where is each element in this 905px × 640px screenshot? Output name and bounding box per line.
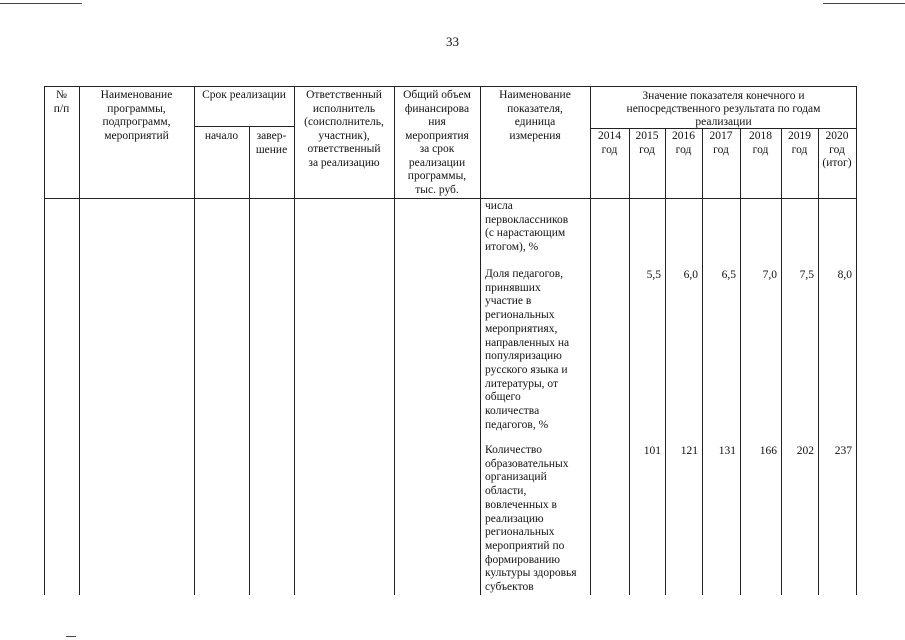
header-responsible: Ответственный исполнитель (соисполнитель, участник), ответственный за реализацию — [304, 89, 384, 169]
header-values: Значение показателя конечного и непосредственного результата по годам реализации — [626, 90, 821, 128]
header-year-2016: 2016 год — [672, 130, 695, 156]
header-period-end: завер- шение — [255, 130, 288, 156]
header-funding: Общий объем финансирова ния мероприятия за срок реализации программы, тыс. руб. — [403, 89, 471, 196]
scan-edge-top-left — [0, 3, 82, 4]
indicator-organizations-count: Количество образовательных организаций области, вовлеченных в реализацию региональных мероприятий по формированию культуры здоровья субъектов — [485, 444, 577, 594]
scan-edge-bottom-left — [66, 636, 76, 637]
value-row3-2017: 131 — [718, 445, 736, 457]
header-period: Срок реализации — [202, 89, 286, 101]
header-year-2015: 2015 год — [635, 130, 659, 156]
header-year-2019: 2019 год — [788, 130, 811, 156]
value-row3-2020: 237 — [834, 445, 852, 457]
value-row2-2015: 5,5 — [646, 269, 661, 281]
indicator-table — [44, 86, 857, 595]
value-row2-2017: 6,5 — [721, 269, 736, 281]
value-row3-2018: 166 — [759, 445, 777, 457]
header-program-name: Наименование программы, подпрограмм, мероприятий — [100, 89, 173, 142]
value-row3-2016: 121 — [680, 445, 698, 457]
header-number: № п/п — [53, 89, 70, 115]
indicator-first-graders: числа первоклассников (с нарастающим итогом), % — [485, 200, 569, 254]
value-row2-2020: 8,0 — [837, 269, 852, 281]
value-row3-2015: 101 — [643, 445, 661, 457]
header-year-2020: 2020 год (итог) — [822, 130, 852, 169]
scan-edge-top-right — [823, 3, 905, 4]
header-year-2017: 2017 год — [709, 130, 733, 156]
value-row2-2018: 7,0 — [762, 269, 777, 281]
header-year-2014: 2014 год — [598, 130, 621, 156]
value-row3-2019: 202 — [796, 445, 814, 457]
value-row2-2016: 6,0 — [683, 269, 698, 281]
indicator-teachers-share: Доля педагогов, принявших участие в региональных мероприятиях, направленных на популяризацию русского языка и литературы, от общего количества педагогов, % — [485, 268, 570, 431]
page-number: 33 — [446, 34, 459, 49]
header-indicator: Наименование показателя, единица измерения — [499, 89, 571, 142]
header-year-2018: 2018 год — [749, 130, 772, 156]
header-period-start: начало — [204, 130, 239, 142]
value-row2-2019: 7,5 — [799, 269, 814, 281]
